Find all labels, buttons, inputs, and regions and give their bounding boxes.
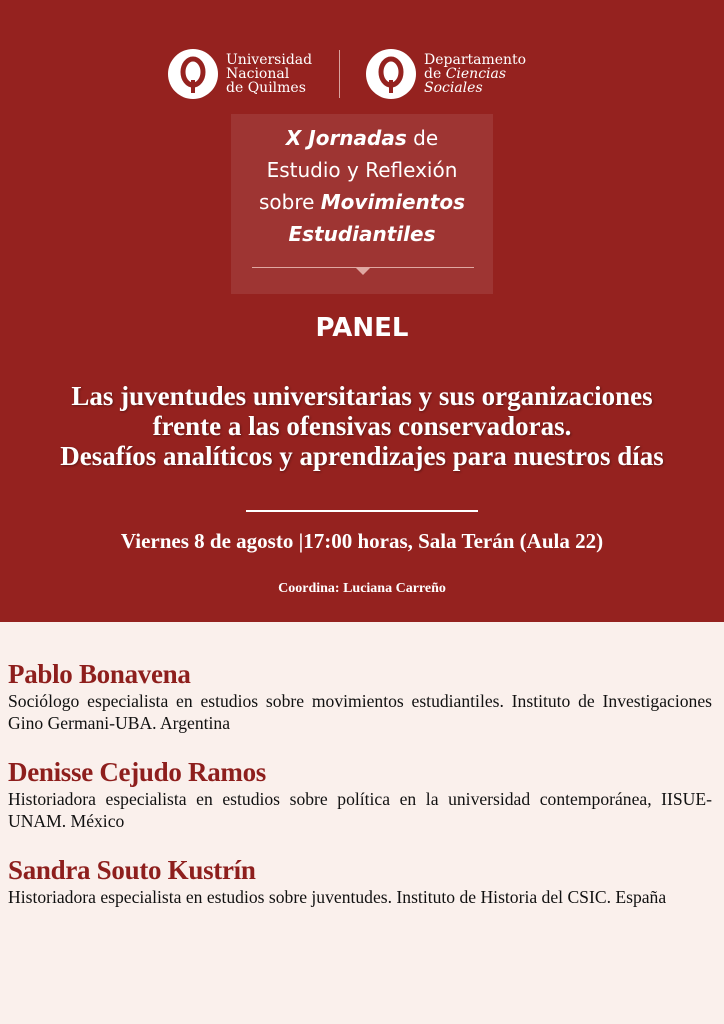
dcs-line3 [424, 81, 526, 95]
dcs-line2-em: Ciencias [445, 66, 507, 82]
panelist-name: Sandra Souto Kustrín [8, 855, 256, 885]
jornadas-line4-bold: Estudiantiles [288, 222, 436, 246]
unq-line2: Nacional [226, 66, 290, 82]
unq-logo-text [226, 53, 312, 95]
panelist-desc: Sociólogo especialista en estudios sobre movimientos estudiantiles. Instituto de Investigaciones Gino Germani-UBA. Argentina [8, 691, 712, 733]
unq-logo [166, 44, 312, 104]
panelist [8, 658, 712, 734]
horizontal-rule [246, 510, 478, 512]
title-line-1: Las juventudes universitarias y sus organizaciones [71, 381, 653, 411]
panelists-list [8, 658, 712, 930]
dcs-logo-text [424, 53, 526, 95]
panelist-name: Pablo Bonavena [8, 659, 191, 689]
jornadas-line3-pre: sobre [258, 190, 321, 214]
scalloped-edge [0, 622, 724, 628]
panelist [8, 854, 712, 908]
panel-label: PANEL [315, 313, 409, 343]
panelist-desc: Historiadora especialista en estudios sobre juventudes. Instituto de Historia del CSIC. España [8, 887, 667, 907]
panelist [8, 756, 712, 832]
jornadas-notch [355, 267, 371, 275]
date-time-location: Viernes 8 de agosto |17:00 horas, Sala Terán (Aula 22) [120, 529, 604, 553]
q-logo-icon [166, 47, 220, 101]
panelist-name: Denisse Cejudo Ramos [8, 757, 267, 787]
panel-title [10, 381, 714, 471]
dcs-line1: Departamento [424, 52, 527, 68]
panelist-desc: Historiadora especialista en estudios sobre política en la universidad contemporánea, IISUE-UNAM. México [8, 789, 712, 831]
logos-row [0, 44, 724, 104]
q-logo-icon [364, 47, 418, 101]
jornadas-title [231, 122, 493, 250]
dcs-line2 [424, 67, 526, 81]
unq-line3: de Quilmes [226, 80, 306, 96]
dcs-line2-pre: de [424, 66, 446, 82]
unq-line1: Universidad [226, 52, 313, 68]
jornadas-line1-rest: de [406, 126, 439, 150]
logo-divider [339, 50, 340, 98]
jornadas-line1-bold: X Jornadas [285, 126, 407, 150]
dcs-line3-em: Sociales [424, 80, 483, 96]
jornadas-line3-bold: Movimientos [320, 190, 466, 214]
title-line-2: frente a las ofensivas conservadoras. [152, 411, 572, 441]
title-line-3: Desafíos analíticos y aprendizajes para nuestros días [60, 441, 664, 471]
jornadas-line2: Estudio y Reflexión [266, 158, 458, 182]
dcs-logo [364, 44, 526, 104]
coordinator: Coordina: Luciana Carreño [278, 581, 446, 596]
